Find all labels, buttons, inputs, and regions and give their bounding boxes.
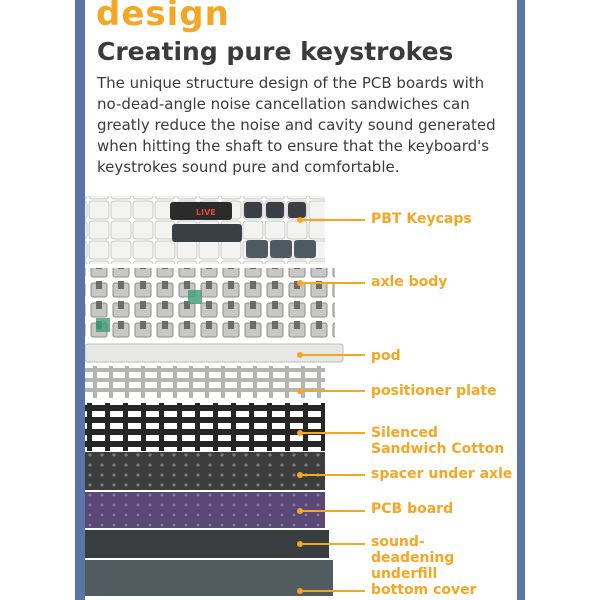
pcb-layer: [85, 492, 325, 528]
callout-line-2: [300, 282, 365, 284]
callout-line-8: [300, 543, 365, 545]
layer-label-sandwich-cotton: Silenced Sandwich Cotton: [371, 425, 505, 457]
callout-line-4: [300, 390, 365, 392]
layer-label-pcb: PCB board: [371, 501, 454, 517]
page-title: Creating pure keystrokes: [97, 37, 454, 66]
exploded-keyboard-illustration: [85, 190, 345, 600]
case-layer: [85, 344, 343, 362]
layer-label-positioner-plate: positioner plate: [371, 383, 497, 399]
layer-label-underfill: sound-deadening underfill: [371, 534, 455, 582]
layer-label-spacer: spacer under axle: [371, 466, 513, 482]
cotton-layer: [85, 403, 325, 451]
left-border: [75, 0, 85, 600]
callout-line-6: [300, 474, 365, 476]
bottom-cover-layer: [85, 560, 333, 596]
layer-label-axle-body: axle body: [371, 274, 448, 290]
right-border: [517, 0, 525, 600]
plate-layer: [85, 366, 325, 398]
underfill-layer: [85, 530, 329, 558]
callout-line-7: [300, 510, 365, 512]
section-word: design: [96, 0, 230, 34]
callout-line-3: [300, 354, 365, 356]
keycaps-layer: [85, 196, 325, 264]
layer-label-bottom-cover: bottom cover: [371, 582, 477, 598]
switches-layer: [85, 268, 335, 340]
spacer-layer: [85, 452, 325, 490]
keycap-legend: LIVE: [196, 208, 216, 217]
layer-label-pod: pod: [371, 348, 401, 364]
callout-line-9: [300, 590, 365, 592]
layer-label-keycaps: PBT Keycaps: [371, 211, 472, 227]
description-text: The unique structure design of the PCB boards with no-dead-angle noise cancellation sandwiches can greatly reduce the noise and cavity sound generated when hitting the shaft to ensure that the keyboard's keystrokes sound pure and comfortable.: [97, 74, 496, 176]
callout-line-5: [300, 432, 365, 434]
callout-line-1: [300, 219, 365, 221]
